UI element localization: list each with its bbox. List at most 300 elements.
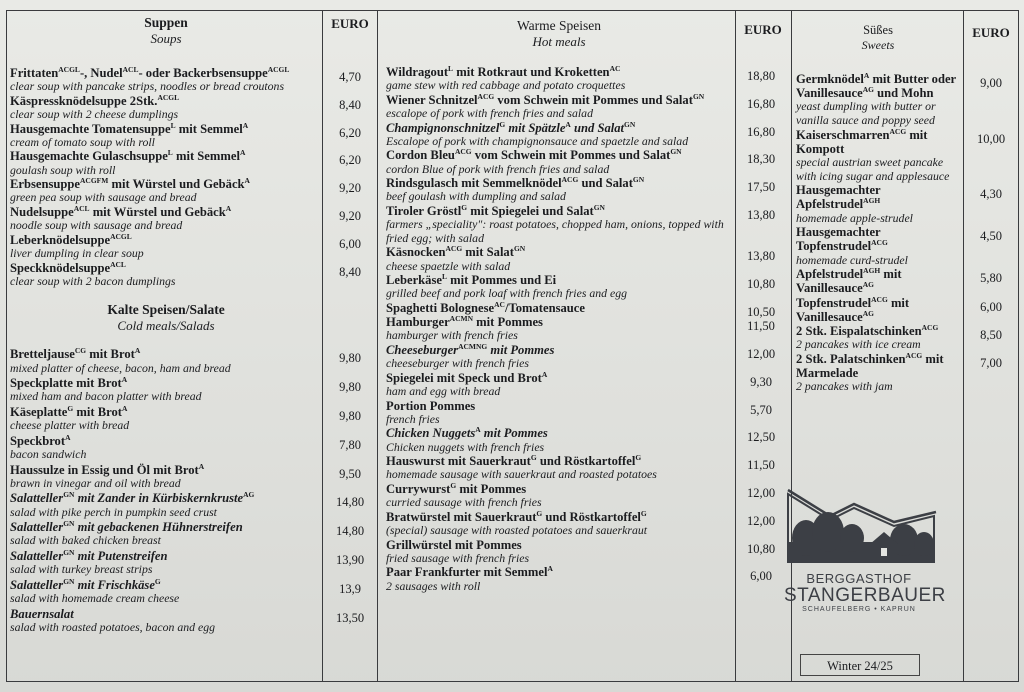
item-name-part: und Röstkartoffel: [536, 454, 636, 469]
allergen-code: A: [541, 369, 548, 379]
item-name-part: Salatteller: [10, 577, 64, 592]
item-description: special austrian sweet pancake with icing sugar and applesauce: [796, 155, 950, 183]
item-description: cheeseburger with french fries: [386, 356, 529, 371]
item-name: [796, 225, 960, 253]
menu-item: [386, 369, 772, 399]
hot-column: [386, 10, 790, 593]
item-price: 9,20: [339, 208, 361, 223]
item-description: goulash soup with roll: [10, 162, 116, 177]
item-name-part: Bretteljause: [10, 347, 75, 362]
item-name-part: Germknödel: [796, 72, 864, 86]
menu-item: [10, 518, 365, 548]
hot-list: [386, 65, 790, 593]
item-name-part: mit Vanillesauce: [796, 295, 910, 324]
item-name: [386, 426, 732, 440]
item-name-part: Hausgemachte Gulaschsuppe: [10, 149, 168, 164]
item-price: 8,40: [339, 97, 361, 112]
item-description: beef goulash with dumpling and salad: [386, 189, 566, 204]
item-name-part: mit Pommes: [456, 481, 527, 496]
item-name-part: vom Schwein mit Pommes und Salat: [471, 148, 671, 163]
item-name-part: Wiener Schnitzel: [386, 92, 478, 107]
allergen-code: A: [198, 461, 205, 471]
item-name-part: Chicken Nuggets: [386, 426, 476, 441]
item-name: [10, 434, 322, 448]
allergen-code: GN: [513, 244, 526, 254]
item-name-part: mit Pommes: [487, 342, 555, 357]
allergen-code: G: [530, 452, 537, 462]
soups-euro-header: EURO: [331, 16, 369, 31]
allergen-code: A: [547, 564, 553, 574]
item-description: cheese spaetzle with salad: [386, 258, 511, 273]
allergen-code: A: [863, 70, 870, 80]
item-name: [386, 399, 732, 413]
allergen-code: A: [134, 346, 141, 356]
item-name-part: mit Putenstreifen: [74, 548, 168, 563]
soups-subtitle: Soups: [150, 31, 182, 46]
item-name-part: Apfelstrudel: [796, 267, 864, 282]
item-price: 16,80: [746, 96, 776, 111]
item-name: [386, 121, 732, 135]
item-name-part: Spaghetti Bolognese: [386, 300, 495, 315]
menu-item: [796, 294, 1002, 324]
cold-list: [10, 347, 378, 634]
item-price: 12,00: [746, 513, 776, 528]
item-name-part: mit Brot: [73, 404, 122, 419]
menu-item: [386, 564, 772, 593]
item-name: [796, 183, 960, 211]
season-label: Winter 24/25: [800, 654, 920, 676]
item-description: salad with baked chicken breast: [10, 533, 161, 548]
item-name: [10, 261, 322, 275]
allergen-code: GN: [63, 576, 75, 586]
menu-item: [796, 70, 1002, 128]
menu-item: [386, 508, 776, 538]
menu-item: [796, 266, 1002, 296]
item-price: 10,80: [746, 541, 776, 556]
item-name: [10, 94, 322, 108]
item-name-part: mit Zander in Kürbiskernkruste: [74, 491, 244, 506]
menu-item: [386, 63, 776, 93]
item-name-part: mit Pommes: [473, 315, 543, 330]
allergen-code: AG: [862, 308, 874, 318]
item-price: 6,00: [980, 299, 1002, 314]
item-name: [10, 149, 322, 163]
soups-column: [10, 10, 378, 635]
item-name-part: - oder Backerbsensuppe: [138, 66, 268, 80]
allergen-code: G: [640, 508, 647, 518]
item-price: 4,50: [980, 229, 1002, 244]
allergen-code: AG: [243, 490, 255, 500]
item-name-part: mit Frischkäse: [74, 577, 155, 592]
allergen-code: G: [67, 403, 74, 413]
item-name-part: Portion Pommes: [386, 398, 476, 413]
item-name-part: Currywurst: [386, 481, 451, 496]
allergen-code: G: [499, 119, 506, 129]
item-price: 10,50: [746, 304, 776, 319]
item-price: 13,80: [746, 207, 776, 222]
hot-header: [386, 10, 732, 49]
hot-euro-header: EURO: [744, 22, 782, 37]
item-name-part: Hausgemachter Topfenstrudel: [796, 225, 881, 254]
logo-line3: SCHAUFELBERG • KAPRUN: [802, 606, 916, 613]
item-name: [386, 510, 732, 524]
allergen-code: ACL: [122, 64, 139, 74]
menu-item: [10, 148, 361, 177]
allergen-code: GN: [624, 119, 636, 129]
item-description: yeast dumpling with butter or vanilla sauce and poppy seed: [796, 99, 936, 127]
menu-item: [386, 313, 775, 343]
item-name: [386, 245, 732, 259]
item-name-part: Hamburger: [386, 315, 450, 330]
item-description: salad with roasted potatoes, bacon and egg: [10, 619, 216, 634]
item-name: [10, 205, 322, 219]
item-price: 9,50: [339, 466, 361, 481]
allergen-code: GN: [63, 490, 75, 500]
item-price: 13,50: [335, 610, 365, 625]
allergen-code: ACGL: [267, 64, 290, 74]
item-name-part: mit Marmelade: [796, 351, 944, 380]
menu-item: [10, 576, 361, 606]
item-name-part: Topfenstrudel: [796, 295, 872, 310]
allergen-code: AC: [494, 299, 505, 309]
frame-left: [6, 10, 7, 682]
item-name-part: und Röstkartoffel: [542, 509, 641, 524]
menu-item: [10, 203, 361, 233]
item-name-part: Haussulze in Essig und Öl mit Brot: [10, 462, 199, 477]
item-price: 5,70: [750, 402, 772, 417]
item-price: 6,20: [339, 125, 361, 140]
allergen-code: AGH: [863, 196, 881, 206]
sweets-subtitle: Sweets: [861, 38, 895, 52]
item-price: 12,00: [746, 485, 776, 500]
item-name-part: Kaiserschmarren: [796, 127, 890, 142]
allergen-code: ACMN: [449, 313, 473, 323]
item-name-part: Grillwürstel mit Pommes: [386, 537, 522, 552]
menu-item: [386, 202, 776, 245]
menu-item: [796, 350, 1002, 394]
allergen-code: ACG: [905, 350, 923, 360]
item-name-part: mit Butter oder Vanillesauce: [796, 72, 956, 101]
item-price: 16,80: [746, 124, 776, 139]
item-price: 9,80: [339, 380, 361, 395]
menu-item: [10, 346, 361, 375]
item-name-part: mit Kompott: [796, 127, 928, 156]
menu-item: [796, 126, 1006, 184]
item-description: brawn in vinegar and oil with bread: [10, 475, 181, 490]
item-description: cheese platter with bread: [10, 418, 130, 433]
item-description: fried sausage with french fries: [386, 550, 530, 565]
item-price: 10,00: [976, 131, 1006, 146]
item-name: [796, 72, 960, 100]
item-name-part: -, Nudel: [79, 66, 123, 80]
item-name: [386, 371, 732, 385]
menu-item: [386, 537, 776, 566]
item-price: 9,30: [750, 374, 772, 389]
menu-item: [386, 244, 776, 273]
allergen-code: ACMNG: [458, 341, 488, 351]
sweets-header: [796, 10, 960, 53]
item-description: mixed ham and bacon platter with bread: [10, 389, 202, 404]
item-description: 2 pancakes with jam: [796, 379, 893, 394]
item-price: 11,50: [747, 458, 775, 473]
item-name: [386, 148, 732, 162]
allergen-code: A: [244, 176, 250, 185]
allergen-code: ACG: [889, 126, 907, 136]
allergen-code: A: [565, 119, 571, 129]
item-name: [10, 607, 322, 621]
item-description: (special) sausage with roasted potatoes and sauerkraut: [386, 522, 648, 537]
menu-item: [10, 403, 361, 433]
menu-item: [386, 147, 776, 176]
allergen-code: ACG: [871, 238, 888, 248]
item-description: curried sausage with french fries: [386, 495, 542, 510]
menu-item: [10, 606, 365, 635]
item-price: 9,80: [339, 408, 361, 423]
allergen-code: L: [170, 120, 176, 130]
item-name-part: /Tomatensauce: [504, 300, 585, 315]
menu-item: [10, 64, 361, 94]
item-price: 9,20: [339, 181, 361, 196]
item-name-part: Leberknödelsuppe: [10, 232, 111, 247]
item-name-part: Wildragout: [386, 65, 449, 79]
item-name-part: und Salat: [578, 176, 633, 191]
item-price: 7,00: [980, 355, 1002, 370]
item-name: [386, 538, 732, 552]
item-price: 4,30: [980, 187, 1002, 202]
item-name: [10, 177, 322, 191]
menu-item: [10, 547, 365, 577]
item-description: homemade apple-strudel: [796, 210, 913, 225]
item-name: [10, 463, 322, 477]
item-name: [386, 93, 732, 107]
menu-item: [10, 259, 361, 289]
item-description: hamburger with french fries: [386, 328, 518, 343]
item-price: 9,00: [980, 76, 1002, 90]
menu-item: [10, 92, 361, 122]
item-name-part: Hausgemachter Apfelstrudel: [796, 183, 881, 212]
allergen-code: ACG: [561, 175, 579, 184]
item-price: 6,20: [339, 153, 361, 168]
item-description: 2 sausages with roll: [386, 578, 481, 593]
item-name-part: Erbsensuppe: [10, 177, 80, 192]
sweets-euro-header: EURO: [972, 25, 1010, 40]
item-price: 12,00: [746, 346, 776, 361]
item-price: 6,00: [750, 569, 772, 584]
hot-subtitle: Hot meals: [532, 34, 586, 49]
mountain-trees-icon: [784, 486, 944, 566]
item-name-part: Käspressknödelsuppe 2Stk.: [10, 93, 158, 108]
allergen-code: GN: [593, 202, 605, 212]
item-price: 6,00: [339, 236, 361, 251]
allergen-code: ACG: [477, 91, 495, 101]
item-description: salad with pike perch in pumpkin seed crust: [10, 504, 217, 519]
item-price: 13,90: [335, 552, 365, 567]
item-price: 13,80: [746, 249, 776, 264]
item-name: [796, 296, 960, 324]
item-name-part: Käsnocken: [386, 245, 446, 260]
item-name-part: Frittaten: [10, 66, 59, 80]
soups-title: Suppen: [144, 15, 188, 30]
item-price: 8,50: [980, 328, 1002, 342]
item-name-part: mit Spiegelei und Salat: [467, 203, 594, 218]
allergen-code: CG: [74, 346, 87, 356]
allergen-code: L: [167, 148, 173, 158]
item-name-part: mit Salat: [462, 245, 514, 260]
item-description: ham and egg with bread: [386, 383, 501, 398]
logo-line2: STANGERBAUER: [784, 585, 946, 606]
item-price: 9,80: [339, 351, 361, 366]
cold-subtitle: Cold meals/Salads: [117, 318, 215, 334]
allergen-code: A: [65, 432, 71, 442]
allergen-code: AC: [609, 63, 621, 73]
menu-item: [10, 490, 365, 519]
item-name: [796, 128, 960, 156]
item-description: homemade sausage with sauerkraut and roasted potatoes: [386, 467, 657, 482]
menu-item: [386, 271, 776, 301]
item-description: game stew with red cabbage and potato croquettes: [386, 78, 626, 93]
item-name-part: Cheeseburger: [386, 342, 459, 357]
item-name-part: mit Brot: [86, 347, 135, 362]
allergen-code: ACGL: [157, 92, 180, 102]
item-name: [386, 343, 732, 357]
allergen-code: GN: [63, 547, 75, 557]
menu-item: [386, 175, 776, 204]
item-name-part: Champignonschnitzel: [386, 120, 500, 135]
item-name-part: vom Schwein mit Pommes und Salat: [494, 92, 693, 107]
allergen-code: GN: [632, 175, 645, 184]
menu-item: [10, 374, 361, 404]
menu-item: [10, 176, 361, 205]
item-name-part: mit Würstel und Gebäck: [89, 204, 226, 219]
item-name-part: Tiroler Gröstl: [386, 203, 462, 218]
item-description: grilled beef and pork loaf with french fries and egg: [386, 286, 628, 301]
item-name: [386, 565, 732, 579]
item-name-part: Käseplatte: [10, 404, 68, 419]
item-name-part: Leberkäse: [386, 273, 442, 288]
allergen-code: GN: [63, 518, 75, 528]
item-name-part: Salatteller: [10, 491, 64, 506]
sweets-list: [796, 72, 1018, 394]
item-price: 17,50: [746, 180, 776, 195]
item-description: Chicken nuggets with french fries: [386, 439, 545, 454]
allergen-code: AG: [862, 85, 874, 95]
item-name: [10, 491, 322, 505]
soups-header: [10, 10, 322, 46]
menu-item: [386, 425, 776, 454]
frame-bottom: [6, 681, 1019, 682]
item-name: [10, 578, 322, 592]
menu-item: [386, 119, 776, 149]
allergen-code: AG: [862, 280, 874, 290]
item-description: french fries: [386, 411, 440, 426]
item-name-part: Hausgemachte Tomatensuppe: [10, 121, 171, 136]
item-description: green pea soup with sausage and bread: [10, 190, 197, 205]
item-name: [796, 267, 960, 295]
item-name-part: und Salat: [570, 120, 625, 135]
item-description: cream of tomato soup with roll: [10, 134, 155, 149]
item-description: clear soup with 2 cheese dumplings: [10, 107, 179, 121]
allergen-code: L: [441, 271, 447, 281]
item-name: [386, 65, 732, 79]
item-description: escalope of pork with french fries and salad: [386, 106, 593, 120]
item-description: clear soup with pancake strips, noodles or bread croutons: [10, 79, 285, 94]
item-name: [10, 66, 322, 80]
allergen-code: G: [461, 202, 468, 212]
item-name: [386, 482, 732, 496]
allergen-code: ACG: [921, 322, 939, 332]
allergen-code: A: [121, 403, 128, 413]
item-description: bacon sandwich: [10, 446, 87, 461]
item-name: [10, 376, 322, 390]
item-price: 10,80: [746, 277, 776, 292]
logo-line1: BERGGASTHOF: [806, 571, 912, 586]
item-name: [386, 176, 732, 190]
item-name: [10, 347, 322, 361]
item-description: liver dumpling in clear soup: [10, 245, 144, 260]
item-price: 7,80: [339, 437, 361, 452]
menu-item: [10, 461, 361, 491]
item-name: [386, 315, 732, 329]
item-name: [386, 301, 732, 315]
item-name: [10, 233, 322, 247]
menu-item: [796, 322, 1002, 352]
item-name-part: mit Semmel: [172, 149, 240, 164]
item-name-part: mit Pommes: [480, 426, 548, 441]
item-name-part: mit Rotkraut und Kroketten: [453, 65, 610, 79]
allergen-code: GN: [692, 91, 705, 101]
cold-title: Kalte Speisen/Salate: [107, 302, 225, 318]
item-name-part: Bratwürstel mit Sauerkraut: [386, 509, 537, 524]
allergen-code: ACG: [445, 244, 463, 254]
logo: [784, 486, 944, 616]
allergen-code: ACGL: [110, 231, 132, 241]
item-description: Escalope of pork with champignonsauce and spaetzle and salad: [386, 133, 689, 148]
allergen-code: A: [242, 120, 249, 130]
menu-item: [386, 480, 776, 510]
item-name-part: mit Vanillesauce: [796, 267, 902, 296]
menu-item: [10, 120, 361, 150]
menu-item: [386, 452, 775, 482]
item-description: salad with turkey breast strips: [10, 562, 153, 577]
allergen-code: ACGL: [58, 64, 80, 74]
sweets-title: Süßes: [863, 23, 893, 37]
item-name-part: mit Pommes und Ei: [446, 273, 557, 288]
item-price: 4,70: [339, 70, 361, 84]
allergen-code: G: [154, 576, 161, 586]
allergen-code: GN: [670, 147, 682, 157]
item-name: [10, 520, 322, 534]
item-name: [796, 324, 960, 338]
item-name-part: mit Spätzle: [505, 120, 566, 135]
item-name-part: 2 Stk. Eispalatschinken: [796, 324, 922, 338]
allergen-code: G: [450, 480, 457, 490]
item-description: salad with homemade cream cheese: [10, 590, 180, 605]
item-name: [386, 273, 732, 287]
item-description: clear soup with 2 bacon dumplings: [10, 273, 176, 288]
item-name: [386, 204, 732, 218]
item-price: 11,50: [747, 319, 775, 334]
item-price: 5,80: [980, 271, 1002, 286]
soups-list: [10, 66, 378, 288]
item-name: [10, 122, 322, 136]
item-description: noodle soup with sausage and bread: [10, 218, 183, 233]
item-name-part: Bauernsalat: [10, 606, 74, 621]
item-name-part: Rindsgulasch mit Semmelknödel: [386, 176, 562, 191]
cold-header: [10, 302, 322, 333]
allergen-code: A: [239, 148, 246, 158]
allergen-code: G: [536, 508, 543, 518]
item-description: mixed platter of cheese, bacon, ham and bread: [10, 360, 231, 375]
